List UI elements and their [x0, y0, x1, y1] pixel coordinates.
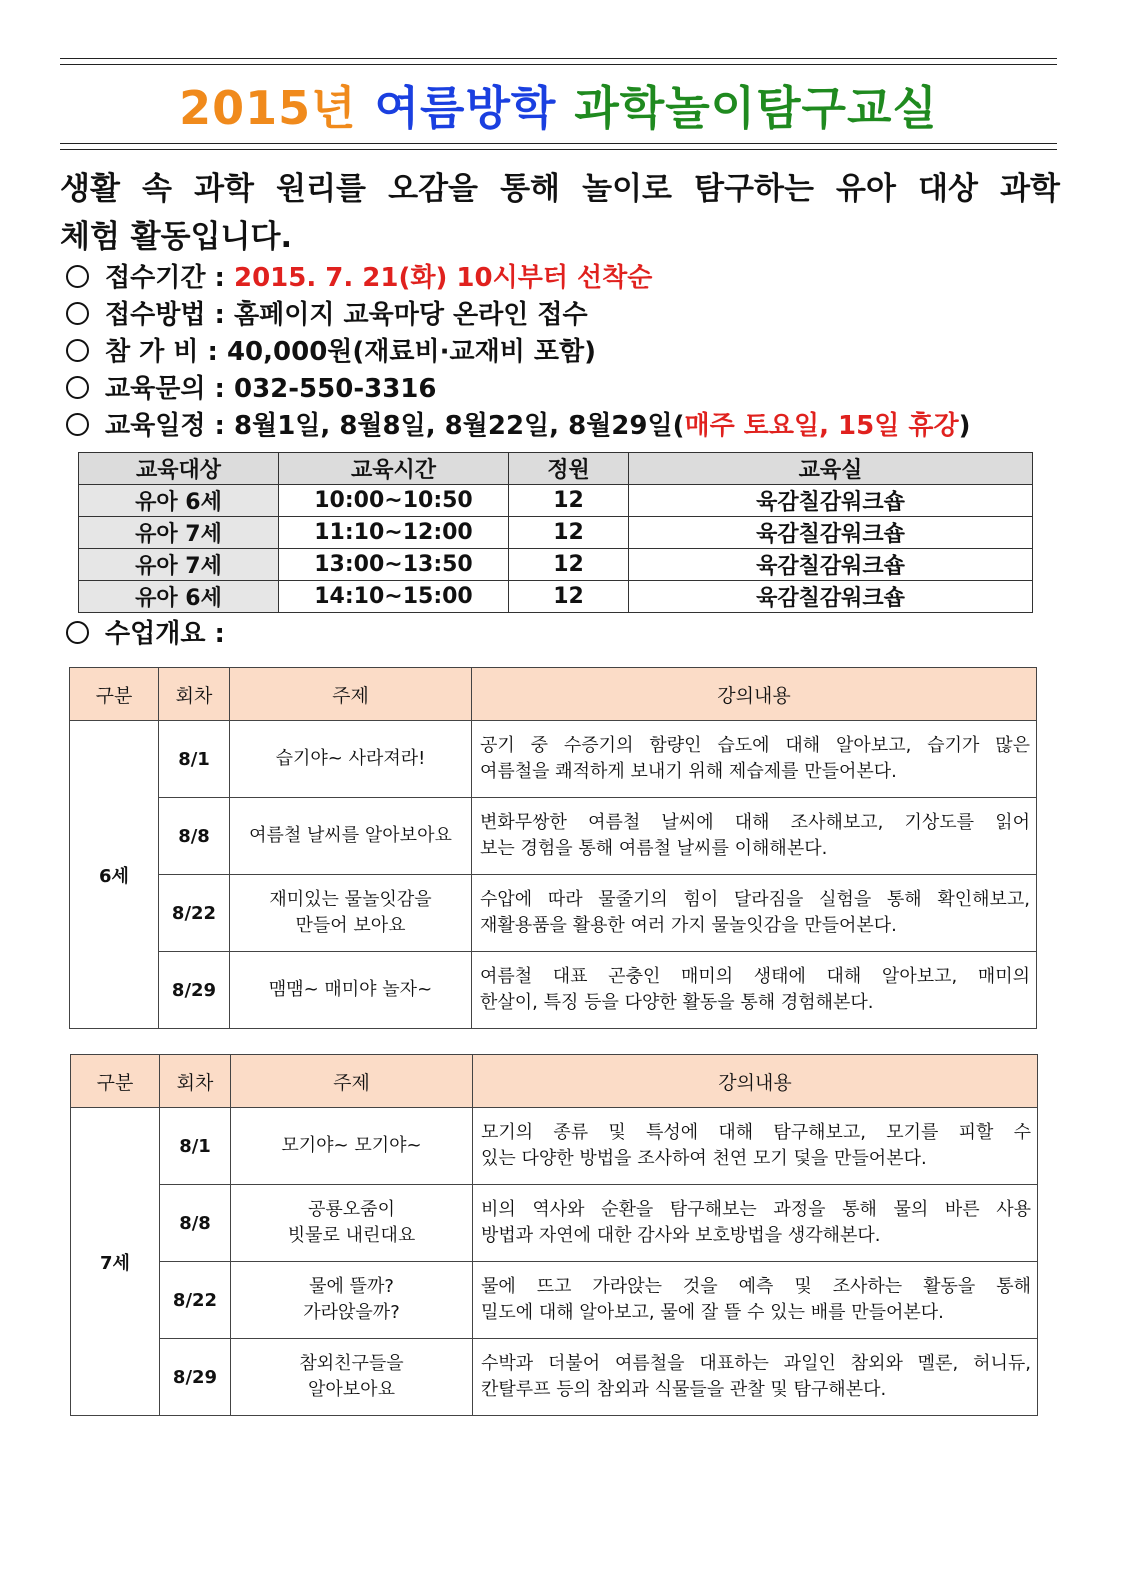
course-description-line: 밀도에 대해 알아보고, 물에 잘 뜰 수 있는 배를 만들어본다. — [481, 1302, 944, 1323]
course-row — [71, 1185, 1038, 1262]
schedule-note: 매주 토요일, 15일 휴강 — [684, 411, 959, 441]
course-description — [473, 1339, 1038, 1416]
course-description-line: 모기의 종류 및 특성에 대해 탐구해보고, 모기를 피할 수 — [481, 1122, 1031, 1143]
info-registration-period: 접수기간 : 2015. 7. 21(화) 10시부터 선착순 — [66, 260, 652, 296]
schedule-capacity: 12 — [509, 581, 629, 613]
course-row — [71, 1108, 1038, 1185]
course-round: 8/22 — [160, 1262, 231, 1339]
schedule-room: 육감칠감워크숍 — [629, 485, 1033, 517]
course-description-line: 방법과 자연에 대한 감사와 보호방법을 생각해본다. — [481, 1225, 881, 1246]
top-rule-2 — [60, 64, 1057, 65]
course-topic-line: 가라앉을까? — [303, 1302, 400, 1323]
schedule-row — [79, 485, 1033, 517]
course-description — [473, 1185, 1038, 1262]
course-description-line: 있는 다양한 방법을 조사하여 천연 모기 덫을 만들어본다. — [481, 1148, 927, 1169]
info-schedule: 교육일정 : 8월1일, 8월8일, 8월22일, 8월29일(매주 토요일, 15일 휴강) — [66, 408, 971, 444]
course-header: 구분 — [70, 668, 159, 721]
schedule-time: 10:00~10:50 — [279, 485, 509, 517]
course-table-6 — [69, 667, 1037, 1029]
schedule-room: 육감칠감워크숍 — [629, 581, 1033, 613]
course-round: 8/22 — [159, 875, 230, 952]
course-header: 주제 — [231, 1055, 473, 1108]
course-topic-line: 알아보아요 — [308, 1379, 395, 1400]
course-row — [70, 721, 1037, 798]
course-round: 8/1 — [160, 1108, 231, 1185]
course-topic-line: 습기야~ 사라져라! — [275, 748, 426, 769]
course-header: 강의내용 — [473, 1055, 1038, 1108]
course-topic — [230, 875, 472, 952]
fee-value: 40,000원(재료비·교재비 포함) — [226, 337, 597, 367]
course-table-7 — [70, 1054, 1038, 1416]
registration-method-value: 홈페이지 교육마당 온라인 접수 — [233, 300, 588, 330]
contact-value: 032-550-3316 — [233, 374, 437, 404]
course-description — [473, 1108, 1038, 1185]
info-overview: 수업개요 : — [66, 616, 225, 652]
course-header: 회차 — [160, 1055, 231, 1108]
registration-period-value: 2015. 7. 21(화) 10시부터 선착순 — [233, 263, 653, 293]
schedule-time: 11:10~12:00 — [279, 517, 509, 549]
course-topic-line: 재미있는 물놀잇감을 — [269, 889, 432, 910]
schedule-header: 교육대상 — [79, 453, 279, 485]
course-round: 8/8 — [159, 798, 230, 875]
course-row — [71, 1339, 1038, 1416]
bottom-rule-1 — [60, 143, 1057, 144]
course-header: 구분 — [71, 1055, 160, 1108]
course-topic-line: 만들어 보아요 — [295, 915, 406, 936]
course-description-line: 수압에 따라 물줄기의 힘이 달라짐을 실험을 통해 확인해보고, — [480, 889, 1030, 910]
schedule-capacity: 12 — [509, 517, 629, 549]
course-description-line: 변화무쌍한 여름철 날씨에 대해 조사해보고, 기상도를 읽어 — [480, 812, 1030, 833]
course-topic-line: 참외친구들을 — [299, 1353, 404, 1374]
circle-bullet-icon — [66, 413, 89, 436]
intro-text — [60, 165, 1060, 261]
schedule-room: 육감칠감워크숍 — [629, 517, 1033, 549]
course-description-line: 여름철을 쾌적하게 보내기 위해 제습제를 만들어본다. — [480, 761, 897, 782]
schedule-capacity: 12 — [509, 485, 629, 517]
course-description — [472, 952, 1037, 1029]
course-description-line: 보는 경험을 통해 여름철 날씨를 이해해본다. — [480, 838, 828, 859]
course-group: 7세 — [71, 1108, 160, 1416]
course-topic — [230, 798, 472, 875]
intro-line-2: 체험 활동입니다. — [60, 219, 293, 255]
course-description-line: 공기 중 수증기의 함량인 습도에 대해 알아보고, 습기가 많은 — [480, 735, 1030, 756]
course-topic — [231, 1339, 473, 1416]
circle-bullet-icon — [66, 376, 89, 399]
course-topic — [231, 1185, 473, 1262]
course-description — [472, 798, 1037, 875]
course-topic-line: 여름철 날씨를 알아보아요 — [249, 825, 452, 846]
schedule-target: 유아 7세 — [79, 517, 279, 549]
schedule-time: 14:10~15:00 — [279, 581, 509, 613]
course-description-line: 물에 뜨고 가라앉는 것을 예측 및 조사하는 활동을 통해 — [481, 1276, 1031, 1297]
course-description-line: 수박과 더불어 여름철을 대표하는 과일인 참외와 멜론, 허니듀, — [481, 1353, 1031, 1374]
course-description — [473, 1262, 1038, 1339]
title-season: 여름방학 — [374, 81, 557, 135]
course-round: 8/1 — [159, 721, 230, 798]
circle-bullet-icon — [66, 621, 89, 644]
info-contact: 교육문의 : 032-550-3316 — [66, 371, 436, 407]
course-topic — [231, 1108, 473, 1185]
course-topic-line: 물에 뜰까? — [309, 1276, 394, 1297]
schedule-dates: 8월1일, 8월8일, 8월22일, 8월29일( — [233, 411, 685, 441]
course-round: 8/8 — [160, 1185, 231, 1262]
course-description — [472, 875, 1037, 952]
course-header: 회차 — [159, 668, 230, 721]
course-topic-line: 공룡오줌이 — [308, 1199, 395, 1220]
course-description-line: 한살이, 특징 등을 다양한 활동을 통해 경험해본다. — [480, 992, 874, 1013]
course-description-line: 재활용품을 활용한 여러 가지 물놀잇감을 만들어본다. — [480, 915, 897, 936]
bottom-rule-2 — [60, 149, 1057, 150]
course-row — [71, 1262, 1038, 1339]
schedule-capacity: 12 — [509, 549, 629, 581]
circle-bullet-icon — [66, 265, 89, 288]
schedule-header: 교육실 — [629, 453, 1033, 485]
title-year: 2015년 — [179, 81, 357, 135]
course-round: 8/29 — [159, 952, 230, 1029]
course-header: 강의내용 — [472, 668, 1037, 721]
circle-bullet-icon — [66, 339, 89, 362]
schedule-time: 13:00~13:50 — [279, 549, 509, 581]
circle-bullet-icon — [66, 302, 89, 325]
course-row — [70, 952, 1037, 1029]
course-header-row — [71, 1055, 1038, 1108]
schedule-target: 유아 6세 — [79, 581, 279, 613]
schedule-header-row — [79, 453, 1033, 485]
schedule-table — [78, 452, 1033, 613]
schedule-target: 유아 7세 — [79, 549, 279, 581]
course-header-row — [70, 668, 1037, 721]
intro-line-1: 생활 속 과학 원리를 오감을 통해 놀이로 탐구하는 유아 대상 과학 — [60, 171, 1060, 207]
title-class-name: 과학놀이탐구교실 — [574, 81, 938, 135]
info-fee: 참 가 비 : 40,000원(재료비·교재비 포함) — [66, 334, 596, 370]
course-description-line: 여름철 대표 곤충인 매미의 생태에 대해 알아보고, 매미의 — [480, 966, 1030, 987]
course-topic-line: 맴맴~ 매미야 놀자~ — [268, 979, 433, 1000]
course-row — [70, 875, 1037, 952]
schedule-target: 유아 6세 — [79, 485, 279, 517]
course-header: 주제 — [230, 668, 472, 721]
course-topic — [230, 721, 472, 798]
course-round: 8/29 — [160, 1339, 231, 1416]
page-title — [60, 72, 1057, 138]
schedule-header: 정원 — [509, 453, 629, 485]
course-description — [472, 721, 1037, 798]
course-description-line: 비의 역사와 순환을 탐구해보는 과정을 통해 물의 바른 사용 — [481, 1199, 1031, 1220]
schedule-room: 육감칠감워크숍 — [629, 549, 1033, 581]
course-topic — [230, 952, 472, 1029]
info-registration-method: 접수방법 : 홈페이지 교육마당 온라인 접수 — [66, 297, 588, 333]
course-description-line: 칸탈루프 등의 참외과 식물들을 관찰 및 탐구해본다. — [481, 1379, 887, 1400]
course-topic — [231, 1262, 473, 1339]
schedule-row — [79, 549, 1033, 581]
course-row — [70, 798, 1037, 875]
schedule-header: 교육시간 — [279, 453, 509, 485]
course-topic-line: 모기야~ 모기야~ — [281, 1135, 422, 1156]
course-topic-line: 빗물로 내린대요 — [287, 1225, 416, 1246]
schedule-row — [79, 517, 1033, 549]
schedule-row — [79, 581, 1033, 613]
top-rule-1 — [60, 58, 1057, 59]
course-group: 6세 — [70, 721, 159, 1029]
